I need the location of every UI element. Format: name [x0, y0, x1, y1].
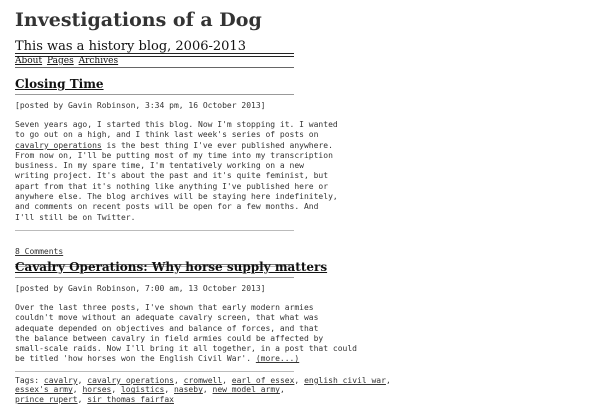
tag-link[interactable]: cavalry operations	[87, 375, 174, 385]
tags-line: prince rupert, sir thomas fairfax	[15, 394, 174, 404]
post-footer-divider	[15, 371, 294, 372]
tags-line: essex's army, horses, logistics, naseby, new model army,	[15, 385, 285, 395]
post-title[interactable]: Closing Time	[15, 77, 104, 91]
body-line: Seven years ago, I started this blog. Now I'm stopping it. I wanted	[15, 120, 338, 129]
body-line-rest: is the best thing I've ever published anywhere.	[101, 140, 333, 150]
body-line: anywhere else. The blog archives will be staying here indefinitely,	[15, 192, 338, 202]
post-body	[15, 303, 357, 365]
tag-link[interactable]: prince rupert	[15, 394, 78, 404]
body-line: the balance between cavalry in field armies could be affected by	[15, 333, 324, 343]
tag-link[interactable]: cromwell	[183, 375, 223, 385]
body-line: apart from that it's nothing like anything I've published here or	[15, 181, 329, 191]
tag-link[interactable]: cavalry	[43, 375, 78, 385]
body-line: Over the last three posts, I've shown that early modern armies	[15, 303, 314, 312]
body-line: adequate depended on objectives and balance of forces, and that	[15, 323, 319, 333]
comments-link[interactable]: 8 Comments	[15, 246, 64, 256]
tag-link[interactable]: earl of essex	[231, 375, 295, 385]
body-line	[15, 140, 333, 151]
body-line: writing project. It's about the past and it's quite feminist, but	[15, 171, 329, 181]
main-nav	[15, 56, 120, 66]
title-divider	[15, 94, 294, 95]
tag-link[interactable]: sir thomas fairfax	[87, 394, 174, 404]
nav-archives-link[interactable]: Archives	[78, 56, 119, 66]
post-footer-divider	[15, 230, 294, 231]
cavalry-operations-link[interactable]: cavalry operations	[15, 140, 102, 150]
body-line: small-scale raids. Now I'll bring it all together, in a post that could	[15, 344, 357, 354]
body-line: couldn't move without an adequate cavalry screen, that what was	[15, 313, 319, 323]
body-line: to go out on a high, and I think last week's series of posts on	[15, 130, 319, 140]
tags-label: Tags:	[15, 375, 40, 385]
tag-link[interactable]: naseby	[173, 385, 203, 395]
tag-link[interactable]: new model army	[212, 385, 280, 395]
body-line: From now on, I'll be putting most of my time into my transcription	[15, 150, 333, 160]
nav-pages-link[interactable]: Pages	[46, 56, 74, 66]
post-byline: [posted by Gavin Robinson, 3:34 pm, 16 October 2013]	[15, 101, 266, 110]
body-line: and comments on recent posts will be open for a few months. And	[15, 202, 319, 212]
post-title[interactable]: Cavalry Operations: Why horse supply matters	[15, 260, 328, 274]
tag-link[interactable]: essex's army	[15, 385, 73, 395]
read-more-link[interactable]: (more...)	[255, 354, 300, 364]
title-divider	[15, 277, 294, 278]
tag-link[interactable]: horses	[82, 385, 112, 395]
post-cavalry-operations	[15, 260, 391, 404]
post-body	[15, 120, 338, 223]
nav-about-link[interactable]: About	[15, 56, 43, 66]
tag-link[interactable]: english civil war	[304, 375, 386, 385]
nav-divider	[15, 67, 294, 68]
body-line: I'll still be on Twitter.	[15, 212, 136, 222]
body-line-text: be titled 'how horses won the English Civil War'.	[15, 354, 252, 364]
body-line: business. In my spare time, I'm tentatively working on a new	[15, 161, 304, 171]
post-byline: [posted by Gavin Robinson, 7:00 am, 13 October 2013]	[15, 284, 266, 293]
site-title[interactable]: Investigations of a Dog	[15, 9, 262, 31]
site-tagline: This was a history blog, 2006-2013	[15, 39, 246, 54]
tags-line: Tags: cavalry, cavalry operations, cromwell, earl of essex, english civil war,	[15, 375, 391, 385]
body-line	[15, 354, 300, 364]
tag-link[interactable]: logistics	[120, 385, 165, 395]
